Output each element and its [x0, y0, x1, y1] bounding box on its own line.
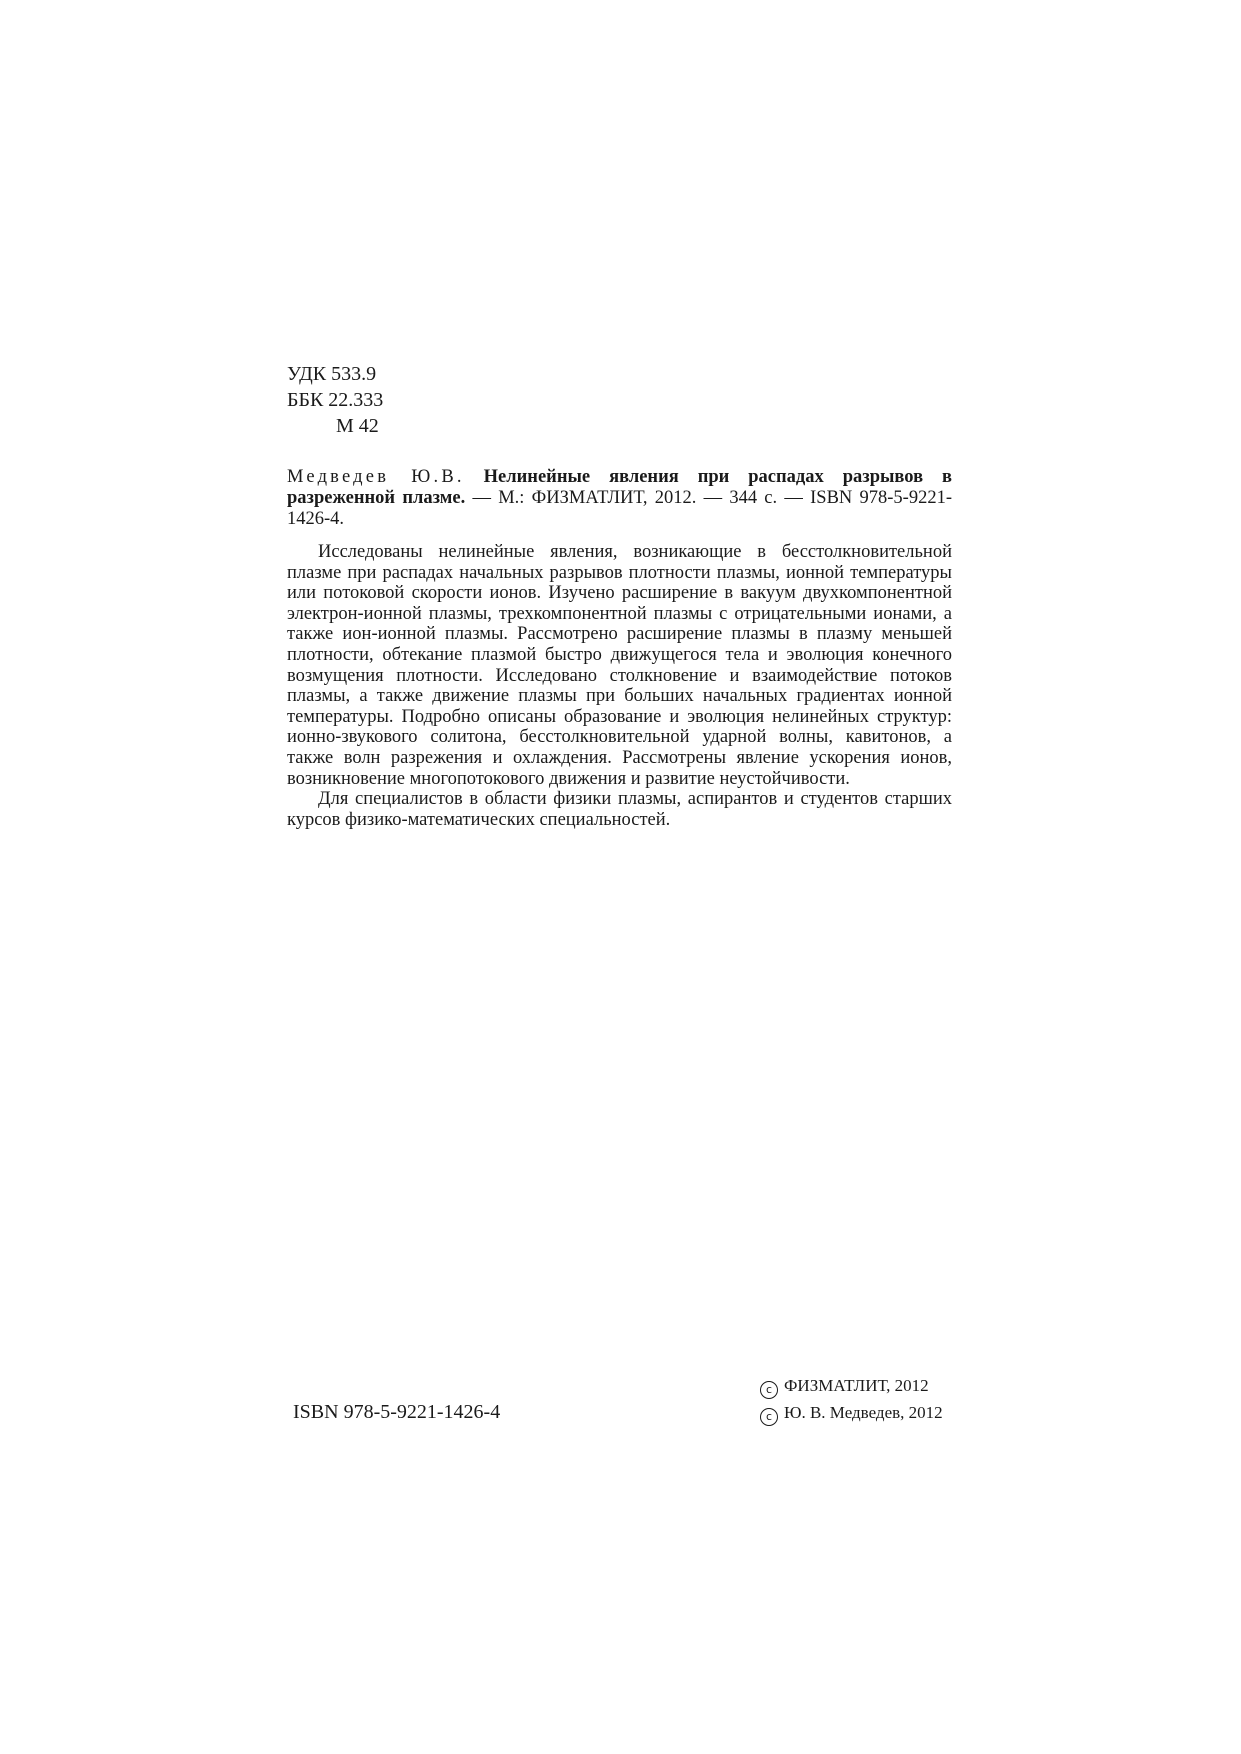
bibliographic-record: [287, 467, 952, 530]
classification-block: [287, 361, 383, 439]
bbk-code: ББК 22.333: [287, 389, 384, 411]
copyright-author: Ю. В. Медведев, 2012: [784, 1403, 943, 1422]
udk-code: УДК 533.9: [287, 363, 377, 385]
copyright-publisher: ФИЗМАТЛИТ, 2012: [784, 1376, 929, 1395]
author-sign: М 42: [336, 415, 379, 437]
publication-info: — М.: ФИЗМАТЛИТ, 2012. — 344 с. — ISBN 978-5-9221-1426-4.: [287, 488, 953, 529]
abstract: [287, 542, 952, 830]
copyright-publisher-row: [760, 1372, 943, 1399]
bibliographic-text: [287, 467, 952, 530]
copyright-author-row: [760, 1399, 943, 1426]
abstract-paragraph: Исследованы нелинейные явления, возникающие в бесстолкновительной плазме при распадах начальных разрывов плотности плазмы, ионной температуры или потоковой скорости ионов. Изучено расширение в вакуум двухкомпонентной электрон-ионной плазмы, трехкомпонентной плазмы с отрицательными ионами, а также ион-ионной плазмы. Рассмотрено расширение плазмы в плазму меньшей плотности, обтекание плазмой быстро движущегося тела и эволюция конечного возмущения плотности. Исследовано столкновение и взаимодействие потоков плазмы, а также движение плазмы при больших начальных градиентах ионной температуры. Подробно описаны образование и эволюция нелинейных структур: ионно-звукового солитона, бесстолкновительной ударной волны, кавитонов, а также волн разрежения и охлаждения. Рассмотрены явление ускорения ионов, возникновение многопотокового движения и развитие неустойчивости.: [287, 542, 952, 789]
copyright-block: [760, 1372, 943, 1426]
copyright-icon: c: [760, 1408, 778, 1426]
book-title: Нелинейные явления при распадах разрывов в разреженной плазме.: [287, 467, 953, 508]
copyright-icon: c: [760, 1381, 778, 1399]
audience-paragraph: Для специалистов в области физики плазмы, аспирантов и студентов старших курсов физико-математических специальностей.: [287, 789, 952, 830]
isbn-number: ISBN 978-5-9221-1426-4: [293, 1401, 501, 1423]
author-name: Медведев Ю.В.: [287, 467, 465, 487]
